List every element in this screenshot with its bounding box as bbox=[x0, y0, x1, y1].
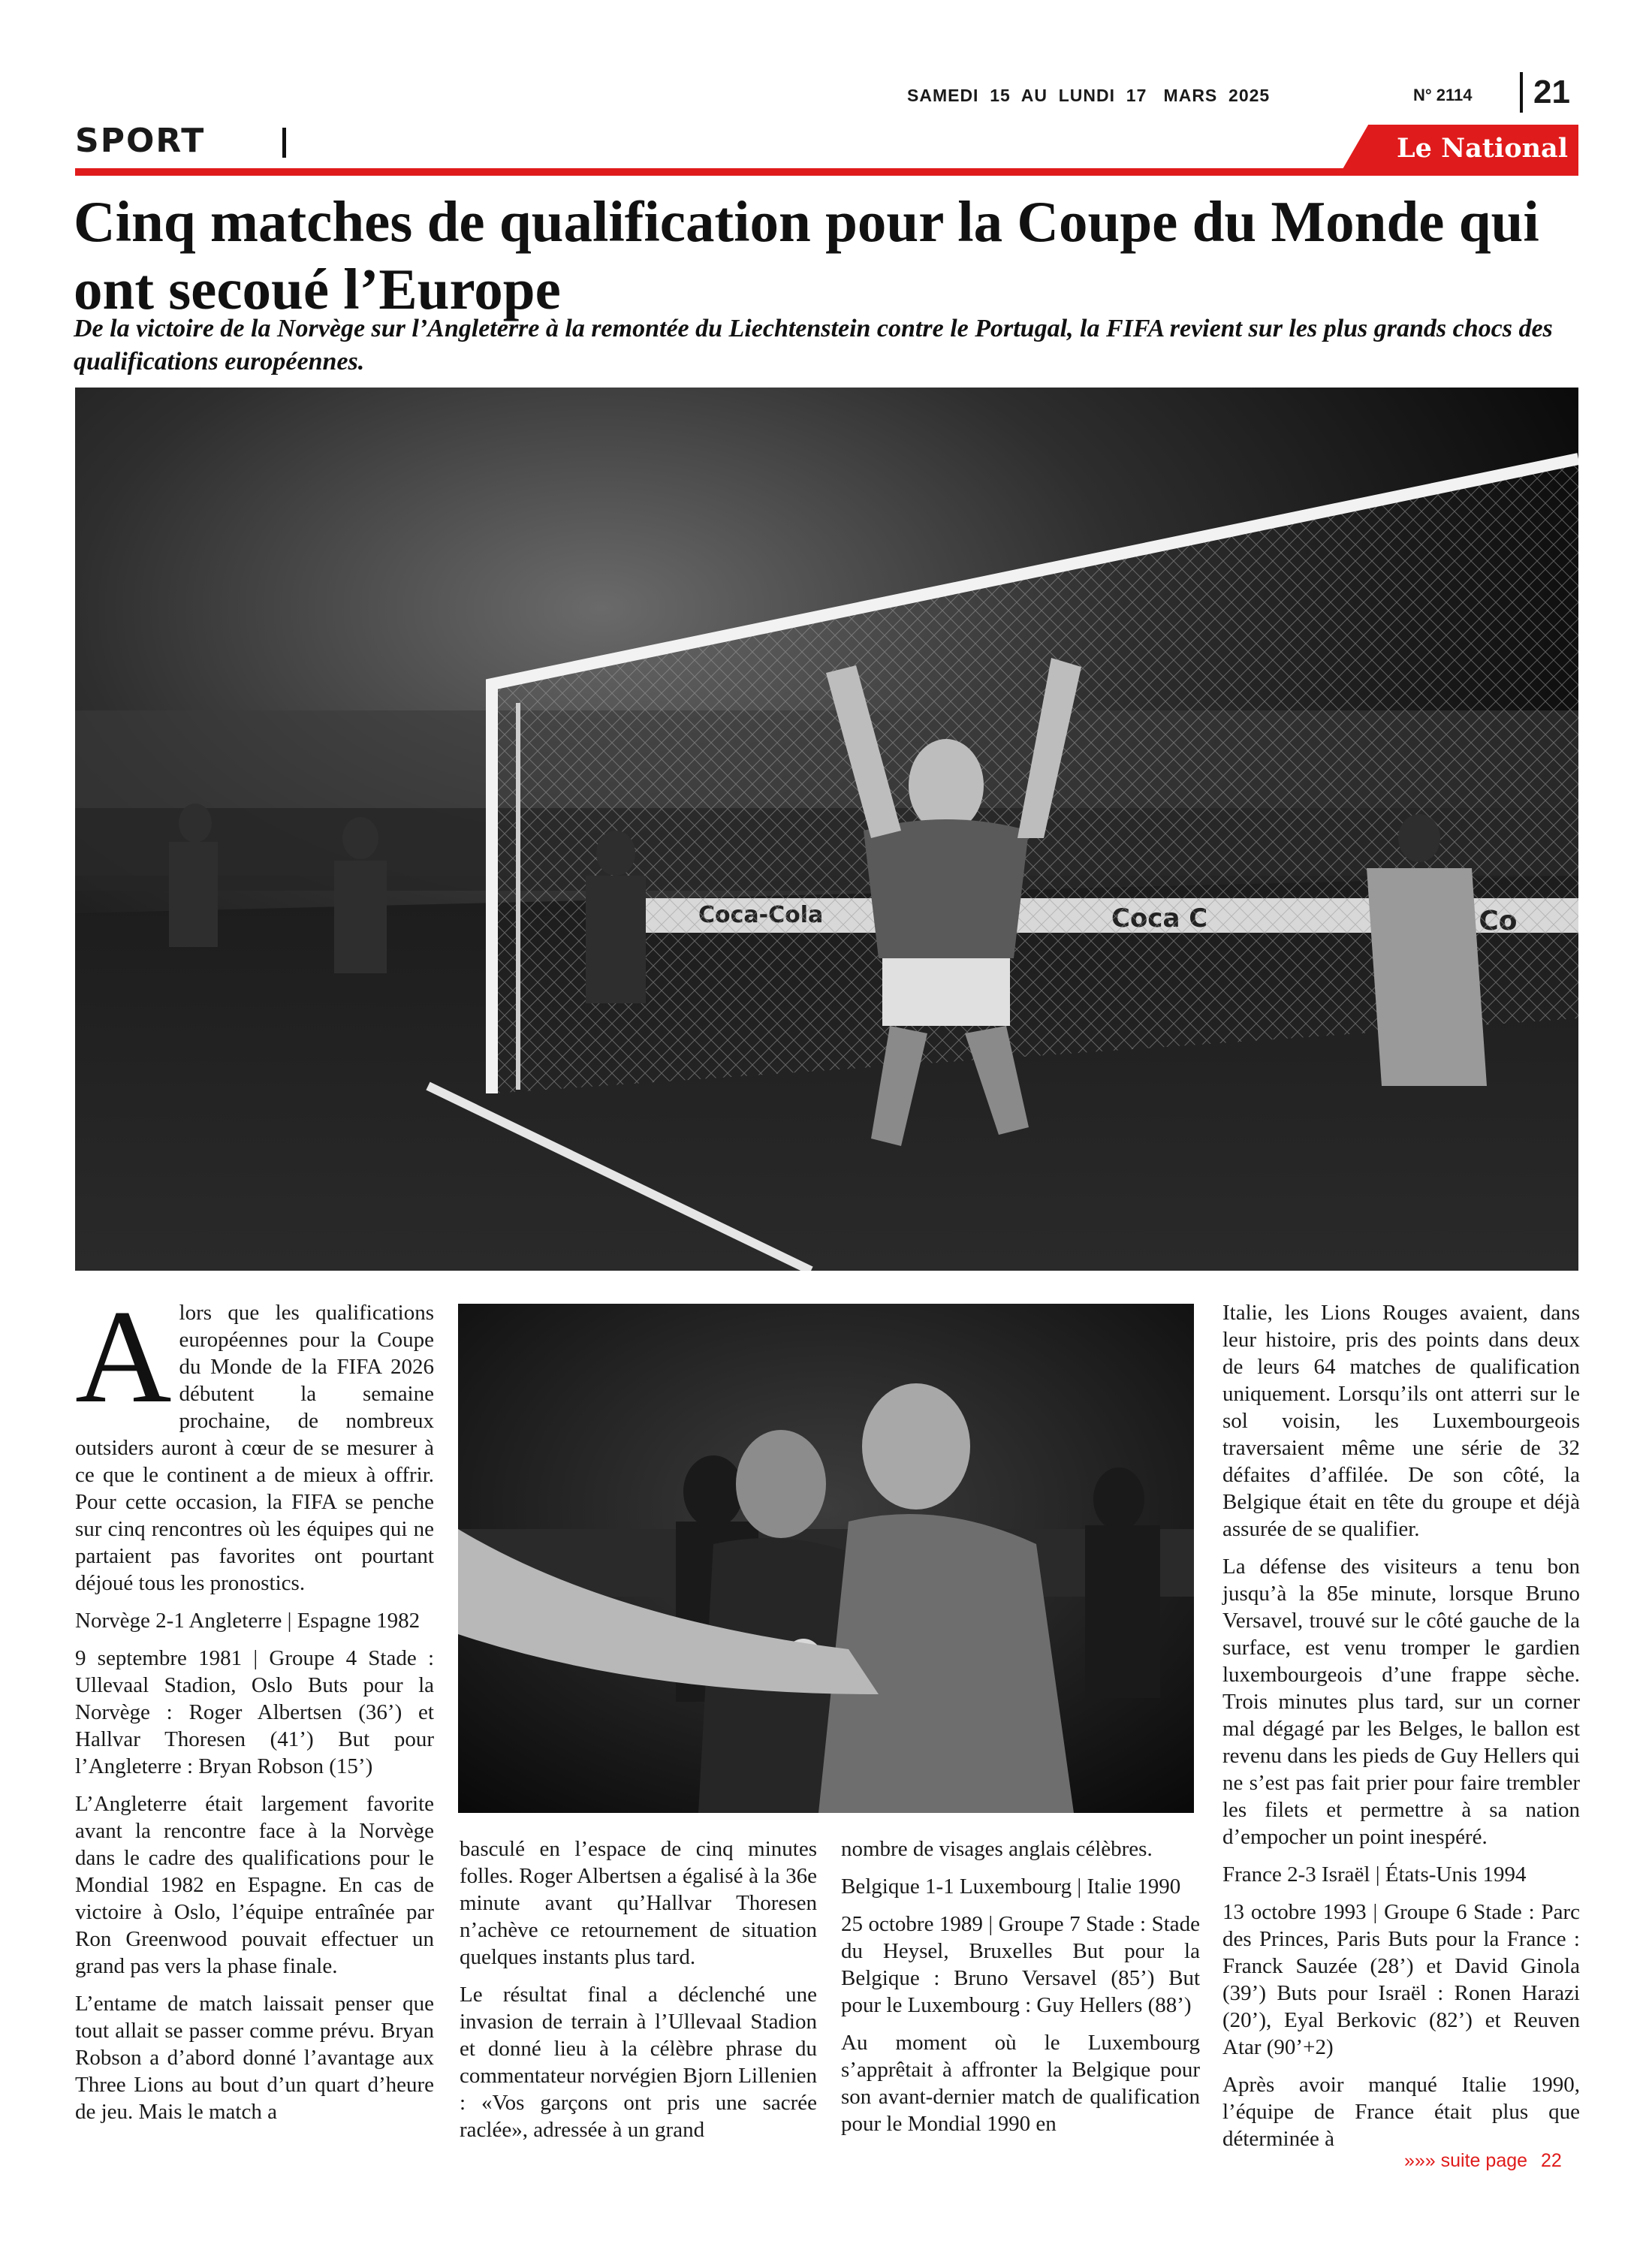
article-column-4 bbox=[1222, 1299, 1580, 2163]
article-column-1 bbox=[75, 1282, 434, 2136]
brand-logo: Le National bbox=[1397, 133, 1568, 164]
article-deck: De la victoire de la Norvège sur l’Angleterre à la remontée du Liechtenstein contre le Portugal, la FIFA revient sur les plus grands chocs des qualifications européennes. bbox=[74, 315, 1553, 376]
secondary-photo bbox=[458, 1304, 1194, 1813]
issue-date: SAMEDI 15 AU LUNDI 17 MARS 2025 bbox=[907, 86, 1271, 105]
page-number: 21 bbox=[1520, 72, 1570, 113]
paragraph: basculé en l’espace de cinq minutes folles. Roger Albertsen a égalisé à la 36e minute avant qu’Hallvar Thoresen n’achève ce retournement de situation quelques instants plus tard. bbox=[460, 1837, 817, 1969]
intro-paragraph: Alors que les qualifications européennes pour la Coupe du Monde de la FIFA 2026 débutent la semaine prochaine, de nombreux outsiders auront à cœur de se mesurer à ce que le continent a de mieux à offrir. Pour cette occasion, la FIFA se penche sur cinq rencontres où les équipes qui ne partaient pas favorites ont pourtant déjoué tous les pronostics. bbox=[75, 1282, 434, 1595]
paragraph: La défense des visiteurs a tenu bon jusqu’à la 85e minute, lorsque Bruno Versavel, trouvé sur le côté gauche de la surface, est venu tromper le gardien luxembourgeois d’une frappe sèche. Trois minutes plus tard, sur un corner mal dégagé par les Belges, le ballon est revenu dans les pieds de Guy Hellers qui ne s’est pas fait prier pour faire trembler les filets et permettre à sa nation d’empocher un point inespéré. bbox=[1222, 1555, 1580, 1849]
paragraph: Après avoir manqué Italie 1990, l’équipe de France était plus que déterminée à bbox=[1222, 2073, 1580, 2151]
paragraph: Le résultat final a déclenché une invasion de terrain à l’Ullevaal Stadion et donné lieu à la célèbre phrase du commentateur norvégien Bjorn Lillenien : «Vos garçons ont pris une sacrée raclée», adressée à un grand bbox=[460, 1983, 817, 2142]
paragraph: nombre de visages anglais célèbres. bbox=[841, 1837, 1153, 1861]
match-details-norway-england: 9 septembre 1981 | Groupe 4 Stade : Ullevaal Stadion, Oslo Buts pour la Norvège : Roger Albertsen (36’) et Hallvar Thoresen (41’) But pour l’Angleterre : Bryan Robson (15’) bbox=[75, 1646, 434, 1778]
issue-number: N° 2114 bbox=[1413, 86, 1473, 104]
paragraph: Au moment où le Luxembourg s’apprêtait à affronter la Belgique pour son avant-dernier match de qualification pour le Mondial 1990 en bbox=[841, 2031, 1200, 2136]
match-heading-belgium-luxembourg: Belgique 1-1 Luxembourg | Italie 1990 bbox=[841, 1874, 1181, 1899]
drop-cap: A bbox=[75, 1282, 172, 1431]
header-rule bbox=[75, 168, 1578, 176]
article-column-2 bbox=[460, 1835, 817, 2154]
section-divider bbox=[282, 128, 286, 158]
section-label: SPORT bbox=[75, 122, 206, 160]
match-details-belgium-luxembourg: 25 octobre 1989 | Groupe 7 Stade : Stade du Heysel, Bruxelles But pour la Belgique : Bruno Versavel (85’) But pour le Luxembourg : Guy Hellers (88’) bbox=[841, 1912, 1200, 2017]
paragraph: Italie, les Lions Rouges avaient, dans leur histoire, pris des points dans deux de leurs 64 matches de qualification uniquement. Lorsqu’ils ont atterri sur le sol voisin, les Luxembourgeois traversaient même une série de 32 défaites d’affilée. De son côté, la Belgique était en tête du groupe et déjà assurée de se qualifier. bbox=[1222, 1301, 1580, 1541]
article-headline: Cinq matches de qualification pour la Coupe du Monde qui ont secoué l’Europe bbox=[74, 189, 1539, 321]
continued-label: »»» suite page bbox=[1404, 2150, 1528, 2171]
paragraph: L’Angleterre était largement favorite avant la rencontre face à la Norvège dans le cadre des qualifications pour le Mondial 1982 en Espagne. En cas de victoire à Oslo, l’équipe entraînée par Ron Greenwood pouvait effectuer un grand pas vers la phase finale. bbox=[75, 1792, 434, 1978]
continued-page: 22 bbox=[1541, 2150, 1562, 2171]
paragraph: L’entame de match laissait penser que tout allait se passer comme prévu. Bryan Robson a d’abord donné l’avantage aux Three Lions au bout d’un quart d’heure de jeu. Mais le match a bbox=[75, 1992, 434, 2124]
main-photo bbox=[75, 388, 1578, 1271]
match-heading-norway-england: Norvège 2-1 Angleterre | Espagne 1982 bbox=[75, 1609, 421, 1633]
match-heading-france-israel: France 2-3 Israël | États-Unis 1994 bbox=[1222, 1862, 1527, 1887]
article-column-3 bbox=[841, 1835, 1200, 2148]
continued-link[interactable] bbox=[1404, 2150, 1562, 2172]
match-details-france-israel: 13 octobre 1993 | Groupe 6 Stade : Parc des Princes, Paris Buts pour la France : Franck Sauzée (28’) et David Ginola (39’) Buts pour Israël : Ronen Harazi (20’), Eyal Berkovic (82’) et Reuven Atar (90’+2) bbox=[1222, 1900, 1580, 2059]
